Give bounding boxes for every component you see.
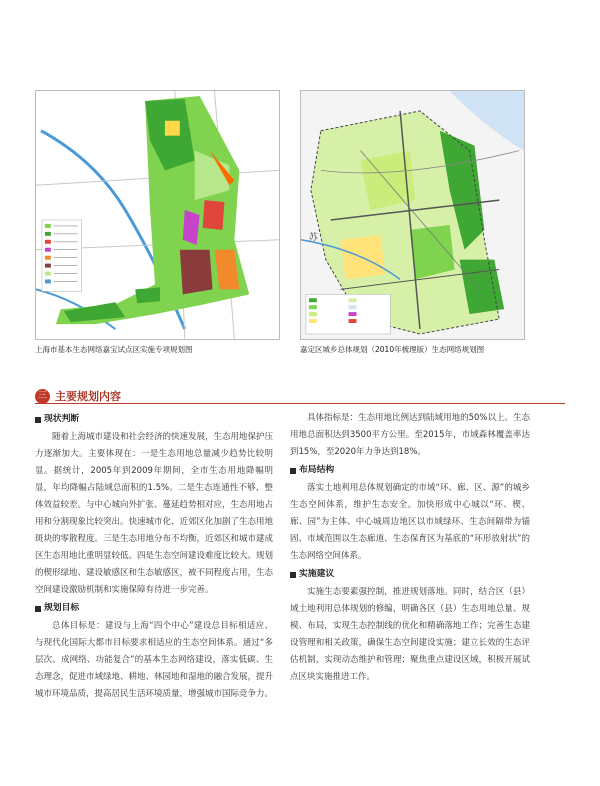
section-divider — [35, 403, 565, 404]
jiading-map-graphic — [301, 91, 524, 339]
status-paragraph: 随着上海城市建设和社会经济的快速发展，生态用地保护压力逐渐加大。主要体现在：一是生态用地总量减少趋势比较明显。据统计，2005年到2009年期间，全市生态用地降幅明显，年均降幅占陆域总面积的1.5%。二是生态连通性不够，整体效益较差。与中心城向外扩张、蔓延趋势相对应，生态用地占用和分割现象比较突出。快速城市化、近郊区化加剧了生态用地斑块的零散程度。三是生态用地分布不均衡，近郊区和城市建成区生态用地比重明显较低。四是生态空间建设难度比较大。规划的楔形绿地、建设敏感区和生态敏感区，被不同程度占用，生态空间建设激励机制和实施保障有待进一步完善。 — [35, 432, 274, 595]
section-title: 主要规划内容 — [55, 390, 121, 403]
left-column — [35, 410, 273, 703]
square-bullet-icon — [290, 468, 296, 474]
subsection-heading: 布局结构 — [290, 462, 530, 479]
square-bullet-icon — [35, 417, 41, 423]
subsection-heading: 规划目标 — [35, 600, 273, 617]
square-bullet-icon — [290, 572, 296, 578]
jiading-eco-network-map — [300, 90, 525, 340]
square-bullet-icon — [35, 606, 41, 612]
implementation-paragraph: 实施生态要素强控制，推进规划落地。同时，结合区（县）域土地利用总体规划的修编，明确各区（县）生态用地总量、规模、布局，实现生态控制线的优化和精确落地工作；完善生态建设管理和相关政策，确保生态空间建设实施；建立长效的生态评估机制，实现动态维护和管理；聚焦重点建设区域，积极开展试点区块实施推进工作。 — [290, 587, 530, 682]
left-figure-caption: 上海市基本生态网络嘉宝试点区实施专项规划图 — [35, 345, 193, 354]
map-place-label: 苏 — [308, 232, 318, 243]
indicator-paragraph: 具体指标是：生态用地比例达到陆域用地的50%以上。生态用地总面积达到3500平方公里。至2015年，市域森林覆盖率达到15%，至2020年力争达到18%。 — [290, 413, 530, 457]
subsection-heading: 现状判断 — [35, 411, 273, 428]
right-column — [290, 410, 530, 686]
section-number-icon: 三 — [35, 389, 50, 404]
goal-paragraph: 总体目标是：建设与上海“四个中心”建设总目标相适应、与现代化国际大都市目标要求相适应的生态空间体系。通过“多层次、成网络、功能复合”的基本生态网络建设，落实低碳、生态理念，促进市域绿地、耕地、林园地和湿地的融合发展，提升城市环境品质，提高居民生活环境质量，增强城市国际竞争力。 — [35, 621, 274, 699]
subsection-heading: 实施建议 — [290, 566, 530, 583]
section-heading — [35, 388, 121, 404]
jiabao-map-graphic — [36, 91, 279, 339]
jiabao-eco-network-map — [35, 90, 280, 340]
right-figure-caption: 嘉定区城乡总体规划（2010年梳理版）生态网络规划图 — [300, 345, 485, 354]
layout-paragraph: 落实土地利用总体规划确定的市域“环、廊、区、源”的城乡生态空间体系，维护生态安全。加快形成中心城以“环、楔、廊、园”为主体、中心城周边地区以市域绿环、生态间隔带为锚固、市域范围以生态廊道、生态保育区为基底的“环形放射状”的生态网络空间体系。 — [290, 483, 530, 561]
